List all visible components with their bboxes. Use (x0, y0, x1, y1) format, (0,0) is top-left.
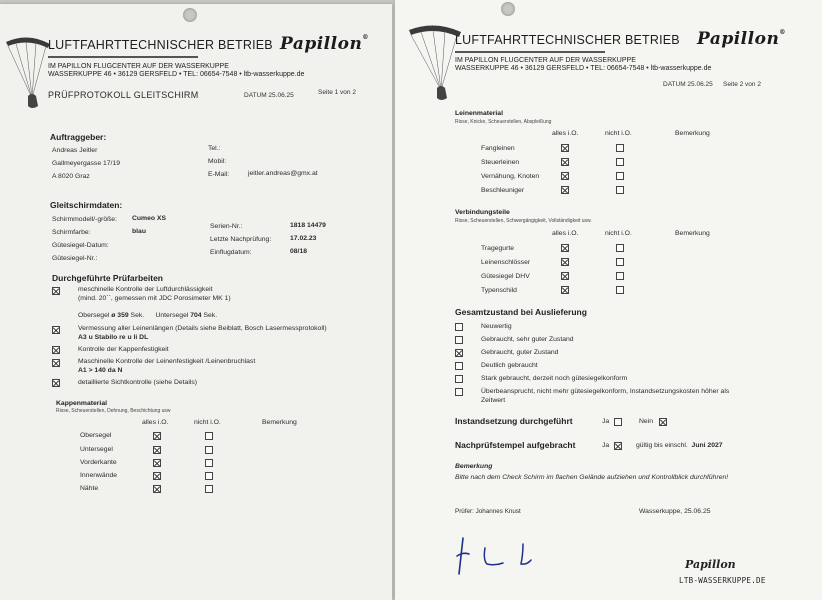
lines-item-ok-checkbox[interactable] (561, 144, 569, 152)
lines-item-label: Steuerleinen (481, 159, 520, 166)
canopy-item-nok-checkbox[interactable] (205, 446, 213, 454)
serial-value: 1818 14479 (290, 222, 326, 229)
check-permeability-label: meschinelle Kontrolle der Luftdurchlässigkeit (78, 286, 213, 293)
overall-option-label: Stark gebraucht, derzeit noch gütesiegelkonform (481, 375, 628, 382)
connectors-item-label: Typenschild (481, 287, 517, 294)
connectors-item-nok-checkbox[interactable] (616, 272, 624, 280)
lines-col-ok: alles i.O. (552, 130, 579, 137)
connectors-col-ok: alles i.O. (552, 230, 579, 237)
document-date: DATUM 25.06.25 (244, 92, 294, 99)
connectors-item-label: Gütesiegel DHV (481, 273, 530, 280)
stamp-yes-label: Ja (602, 442, 610, 449)
canopy-col-nok: nicht i.O. (194, 419, 221, 426)
canopy-note: Risse, Scheuerstellen, Dehnung, Beschichtung usw (56, 408, 171, 414)
protocol-page-1 (0, 4, 392, 600)
glider-heading: Gleitschirmdaten: (50, 200, 123, 210)
canopy-item-ok-checkbox[interactable] (153, 472, 161, 480)
document-title: PRÜFPROTOKOLL GLEITSCHIRM (48, 90, 199, 100)
repair-no-label: Nein (639, 418, 653, 425)
lines-item-nok-checkbox[interactable] (616, 172, 624, 180)
stamp-yes-checkbox[interactable] (614, 442, 622, 450)
serial-label: Serien-Nr.: (210, 223, 243, 230)
lines-item-label: Fangleinen (481, 145, 515, 152)
connectors-item-nok-checkbox[interactable] (616, 244, 624, 252)
address-line-1: IM PAPILLON FLUGCENTER AUF DER WASSERKUPPE (455, 57, 636, 64)
flown-label: Einflugdatum: (210, 249, 252, 256)
lines-col-nok: nicht i.O. (605, 130, 632, 137)
remark-heading: Bemerkung (455, 463, 493, 470)
connectors-item-nok-checkbox[interactable] (616, 286, 624, 294)
place-date: Wasserkuppe, 25.06.25 (639, 508, 711, 515)
stamp-label: Nachprüfstempel aufgebracht (455, 440, 576, 450)
last-check-value: 17.02.23 (290, 235, 317, 242)
connectors-heading: Verbindungsteile (455, 209, 510, 216)
check-canopy-strength-checkbox[interactable] (52, 346, 60, 354)
canopy-item-nok-checkbox[interactable] (205, 459, 213, 467)
lines-item-ok-checkbox[interactable] (561, 158, 569, 166)
canopy-item-label: Vorderkante (80, 459, 117, 466)
overall-option-checkbox[interactable] (455, 349, 463, 357)
check-visual-checkbox[interactable] (52, 379, 60, 387)
page-number: Seite 2 von 2 (723, 81, 761, 88)
canopy-col-remark: Bemerkung (262, 419, 297, 426)
check-line-strength-checkbox[interactable] (52, 359, 60, 367)
model-value: Cumeo XS (132, 215, 166, 222)
color-label: Schirmfarbe: (52, 229, 91, 236)
address-line-2: WASSERKUPPE 46 • 36129 GERSFELD • TEL: 06654-7548 • ltb-wasserkuppe.de (455, 65, 712, 72)
connectors-item-ok-checkbox[interactable] (561, 244, 569, 252)
canopy-heading: Kappenmaterial (56, 400, 107, 407)
check-visual-label: detaillierte Sichtkontrolle (siehe Details) (78, 379, 197, 386)
color-value: blau (132, 228, 146, 235)
remark-text: Bitte nach dem Check Schirm im flachen Gelände aufziehen und Kontrollblick durchführen! (455, 474, 729, 481)
lines-heading: Leinenmaterial (455, 110, 503, 117)
connectors-item-ok-checkbox[interactable] (561, 272, 569, 280)
check-line-length-checkbox[interactable] (52, 326, 60, 334)
lines-item-label: Vernähung, Knoten (481, 173, 540, 180)
repair-yes-label: Ja (602, 418, 610, 425)
overall-option-label: Neuwertig (481, 323, 512, 330)
check-line-length-label: Vermessung aller Leinenlängen (Details siehe Beiblatt, Bosch Lasermessprotokoll) (78, 325, 327, 332)
canopy-item-nok-checkbox[interactable] (205, 485, 213, 493)
model-label: Schirmmodell/-größe: (52, 216, 117, 223)
header-rule (48, 56, 198, 58)
connectors-item-label: Tragegurte (481, 245, 514, 252)
lines-item-label: Beschleuniger (481, 187, 525, 194)
tel-label: Tel.: (208, 145, 221, 152)
overall-option-label: Überbeansprucht, nicht mehr gütesiegelkonform, Instandsetzungskosten höher als (481, 388, 730, 395)
overall-option-checkbox[interactable] (455, 362, 463, 370)
punch-hole (183, 8, 197, 22)
check-line-length-result: A3 u Stabilo re u li DL (78, 334, 149, 341)
paraglider-logo-icon (2, 34, 52, 114)
lines-note: Risse, Knicke, Scheuerstellen, Abspleißung (455, 119, 552, 125)
seal-date-label: Gütesiegel-Datum: (52, 242, 109, 249)
address-line-2: WASSERKUPPE 46 • 36129 GERSFELD • TEL: 06654-7548 • ltb-wasserkuppe.de (48, 71, 305, 78)
stamp-brand: Papillon (685, 558, 736, 571)
connectors-item-ok-checkbox[interactable] (561, 258, 569, 266)
repair-label: Instandsetzung durchgeführt (455, 416, 573, 426)
check-canopy-strength-label: Kontrolle der Kappenfestigkeit (78, 346, 169, 353)
canopy-item-ok-checkbox[interactable] (153, 485, 161, 493)
overall-option-checkbox[interactable] (455, 388, 463, 396)
canopy-col-ok: alles i.O. (142, 419, 169, 426)
overall-option-label: Gebraucht, sehr guter Zustand (481, 336, 574, 343)
header-rule (455, 51, 605, 53)
seal-no-label: Gütesiegel-Nr.: (52, 255, 98, 262)
canopy-item-label: Innenwände (80, 472, 118, 479)
overall-option-label-cont: Zeitwert (481, 397, 506, 404)
lines-item-ok-checkbox[interactable] (561, 172, 569, 180)
overall-option-checkbox[interactable] (455, 336, 463, 344)
lines-item-nok-checkbox[interactable] (616, 144, 624, 152)
punch-hole (501, 2, 515, 16)
client-city: A 8020 Graz (52, 173, 90, 180)
canopy-item-ok-checkbox[interactable] (153, 432, 161, 440)
canopy-item-nok-checkbox[interactable] (205, 472, 213, 480)
protocol-page-2 (395, 0, 822, 600)
overall-option-checkbox[interactable] (455, 323, 463, 331)
canopy-item-label: Untersegel (80, 446, 113, 453)
repair-yes-checkbox[interactable] (614, 418, 622, 426)
lines-item-nok-checkbox[interactable] (616, 158, 624, 166)
handwritten-signature (447, 530, 557, 580)
mobil-label: Mobil: (208, 158, 227, 165)
check-permeability-checkbox[interactable] (52, 287, 60, 295)
overall-heading: Gesamtzustand bei Auslieferung (455, 307, 587, 317)
overall-option-label: Gebraucht, guter Zustand (481, 349, 559, 356)
page-number: Seite 1 von 2 (318, 89, 356, 96)
connectors-col-remark: Bemerkung (675, 230, 710, 237)
connectors-note: Risse, Scheuerstellen, Schwergängigkeit, Vollständigkeit usw. (455, 218, 592, 224)
canopy-item-nok-checkbox[interactable] (205, 432, 213, 440)
canopy-item-label: Nähte (80, 485, 99, 492)
email-value: jeitler.andreas@gmx.at (248, 170, 318, 177)
check-line-strength-label: Maschinelle Kontrolle der Leinenfestigkeit /Leinenbruchlast (78, 358, 256, 365)
client-street: Gallmeyergasse 17/19 (52, 160, 121, 167)
connectors-item-label: Leinenschlösser (481, 259, 531, 266)
email-label: E-Mail: (208, 171, 230, 178)
lines-item-nok-checkbox[interactable] (616, 186, 624, 194)
client-name: Andreas Jeitler (52, 147, 98, 154)
brand-logo-text: Papillon® (280, 34, 369, 54)
canopy-item-ok-checkbox[interactable] (153, 446, 161, 454)
inspector-name: Prüfer: Johannes Knust (455, 508, 521, 515)
canopy-item-ok-checkbox[interactable] (153, 459, 161, 467)
address-line-1: IM PAPILLON FLUGCENTER AUF DER WASSERKUPPE (48, 63, 229, 70)
company-name: LUFTFAHRTTECHNISCHER BETRIEB (455, 33, 680, 47)
client-heading: Auftraggeber: (50, 132, 107, 142)
upper-sail-measurement: Obersegel ø 359 Sek. Untersegel 704 Sek. (78, 312, 218, 319)
check-permeability-detail: (mind. 20´´, gemessen mit JDC Porosimeter MK 1) (78, 295, 231, 302)
check-line-strength-result: A1 > 140 da N (78, 367, 123, 374)
connectors-item-ok-checkbox[interactable] (561, 286, 569, 294)
lines-item-ok-checkbox[interactable] (561, 186, 569, 194)
connectors-item-nok-checkbox[interactable] (616, 258, 624, 266)
repair-no-checkbox[interactable] (659, 418, 667, 426)
stamp-validity: gültig bis einschl. Juni 2027 (636, 442, 723, 449)
company-name: LUFTFAHRTTECHNISCHER BETRIEB (48, 38, 273, 52)
checks-heading: Durchgeführte Prüfarbeiten (52, 273, 163, 283)
last-check-label: Letzte Nachprüfung: (210, 236, 272, 243)
lines-col-remark: Bemerkung (675, 130, 710, 137)
connectors-col-nok: nicht i.O. (605, 230, 632, 237)
brand-logo-text: Papillon® (697, 29, 786, 49)
document-date: DATUM 25.06.25 (663, 81, 713, 88)
overall-option-label: Deutlich gebraucht (481, 362, 538, 369)
stamp-url: LTB-WASSERKUPPE.DE (679, 576, 766, 585)
flown-value: 08/18 (290, 248, 308, 255)
overall-option-checkbox[interactable] (455, 375, 463, 383)
canopy-item-label: Obersegel (80, 432, 112, 439)
